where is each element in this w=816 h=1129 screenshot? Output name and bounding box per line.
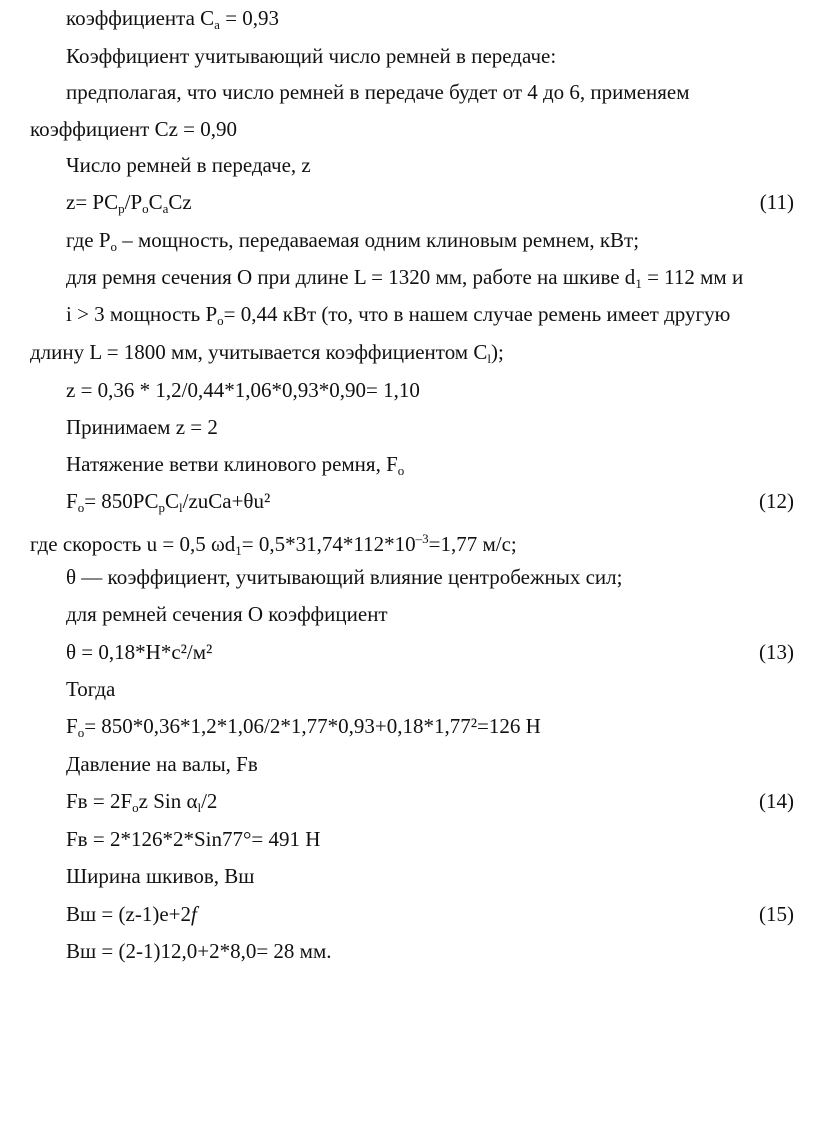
formula-line: Вш = (2-1)12,0+2*8,0= 28 мм. bbox=[66, 939, 332, 963]
text-line: коэффициента $C_a = 0,93$ bbox=[66, 6, 280, 32]
formula-line: Fв = 2*126*2*Sin77°= 491 Н bbox=[66, 827, 321, 851]
text-line: для ремней сечения О коэффициент bbox=[66, 602, 388, 626]
formula-line: θ = 0,18*Н*с²/м² bbox=[66, 640, 213, 664]
formula-line: $F_o=$ $850PC_pC_l/zuCa+\theta u^2$ bbox=[66, 489, 271, 515]
text-line: коэффициент Cz = 0,90 bbox=[30, 117, 237, 141]
equation-number: (13) bbox=[759, 640, 794, 664]
text-line: θ — коэффициент, учитывающий влияние центробежных сил; bbox=[66, 565, 623, 589]
text-line: Принимаем z = 2 bbox=[66, 415, 218, 439]
formula-line: $z= PC_p/P_oC_aCz$ bbox=[66, 190, 192, 216]
text-line: i > 3 мощность $P_o= 0,44$ кВт (то, что в нашем случае ремень имеет другую bbox=[66, 302, 731, 328]
text-line: предполагая, что число ремней в передаче будет от 4 до 6, применяем bbox=[66, 80, 690, 104]
equation-number: (14) bbox=[759, 789, 794, 813]
text-line: Натяжение ветви клинового ремня, $F_o$ bbox=[66, 452, 405, 478]
text-line: где $P_o$ – мощность, передаваемая одним клиновым ремнем, кВт; bbox=[66, 228, 640, 254]
text-line: длину L = 1800 мм, учитывается коэффициентом $C_l$); bbox=[30, 340, 504, 366]
equation-number: (15) bbox=[759, 902, 794, 926]
text-line: Тогда bbox=[66, 677, 116, 701]
text-line: где скорость u = 0,5 $\omega d_1= 0,5*31,74*112*10^{-3}=1,77$ м/с; bbox=[30, 531, 517, 558]
text-line: Число ремней в передаче, z bbox=[66, 153, 311, 177]
text-line: Ширина шкивов, Вш bbox=[66, 864, 255, 888]
equation-number: (12) bbox=[759, 489, 794, 513]
formula-line: $F_o= 850*0,36*1,2*1,06/2*1,77*0,93+0,18*1,77^2=126$ Н bbox=[66, 714, 541, 740]
text-line: для ремня сечения О при длине L = 1320 мм, работе на шкиве $d_1 = 112$ мм и bbox=[66, 265, 744, 291]
formula-line: z = 0,36 * 1,2/0,44*1,06*0,93*0,90= 1,10 bbox=[66, 378, 420, 402]
equation-number: (11) bbox=[759, 190, 794, 214]
text-line: Коэффициент учитывающий число ремней в передаче: bbox=[66, 44, 557, 68]
formula-line: Вш = (z-1)e+2f bbox=[66, 902, 197, 926]
text-line: Давление на валы, Fв bbox=[66, 752, 258, 776]
formula-line: Fв = $2F_oz$ Sin $\alpha_l/2$ bbox=[66, 789, 218, 815]
